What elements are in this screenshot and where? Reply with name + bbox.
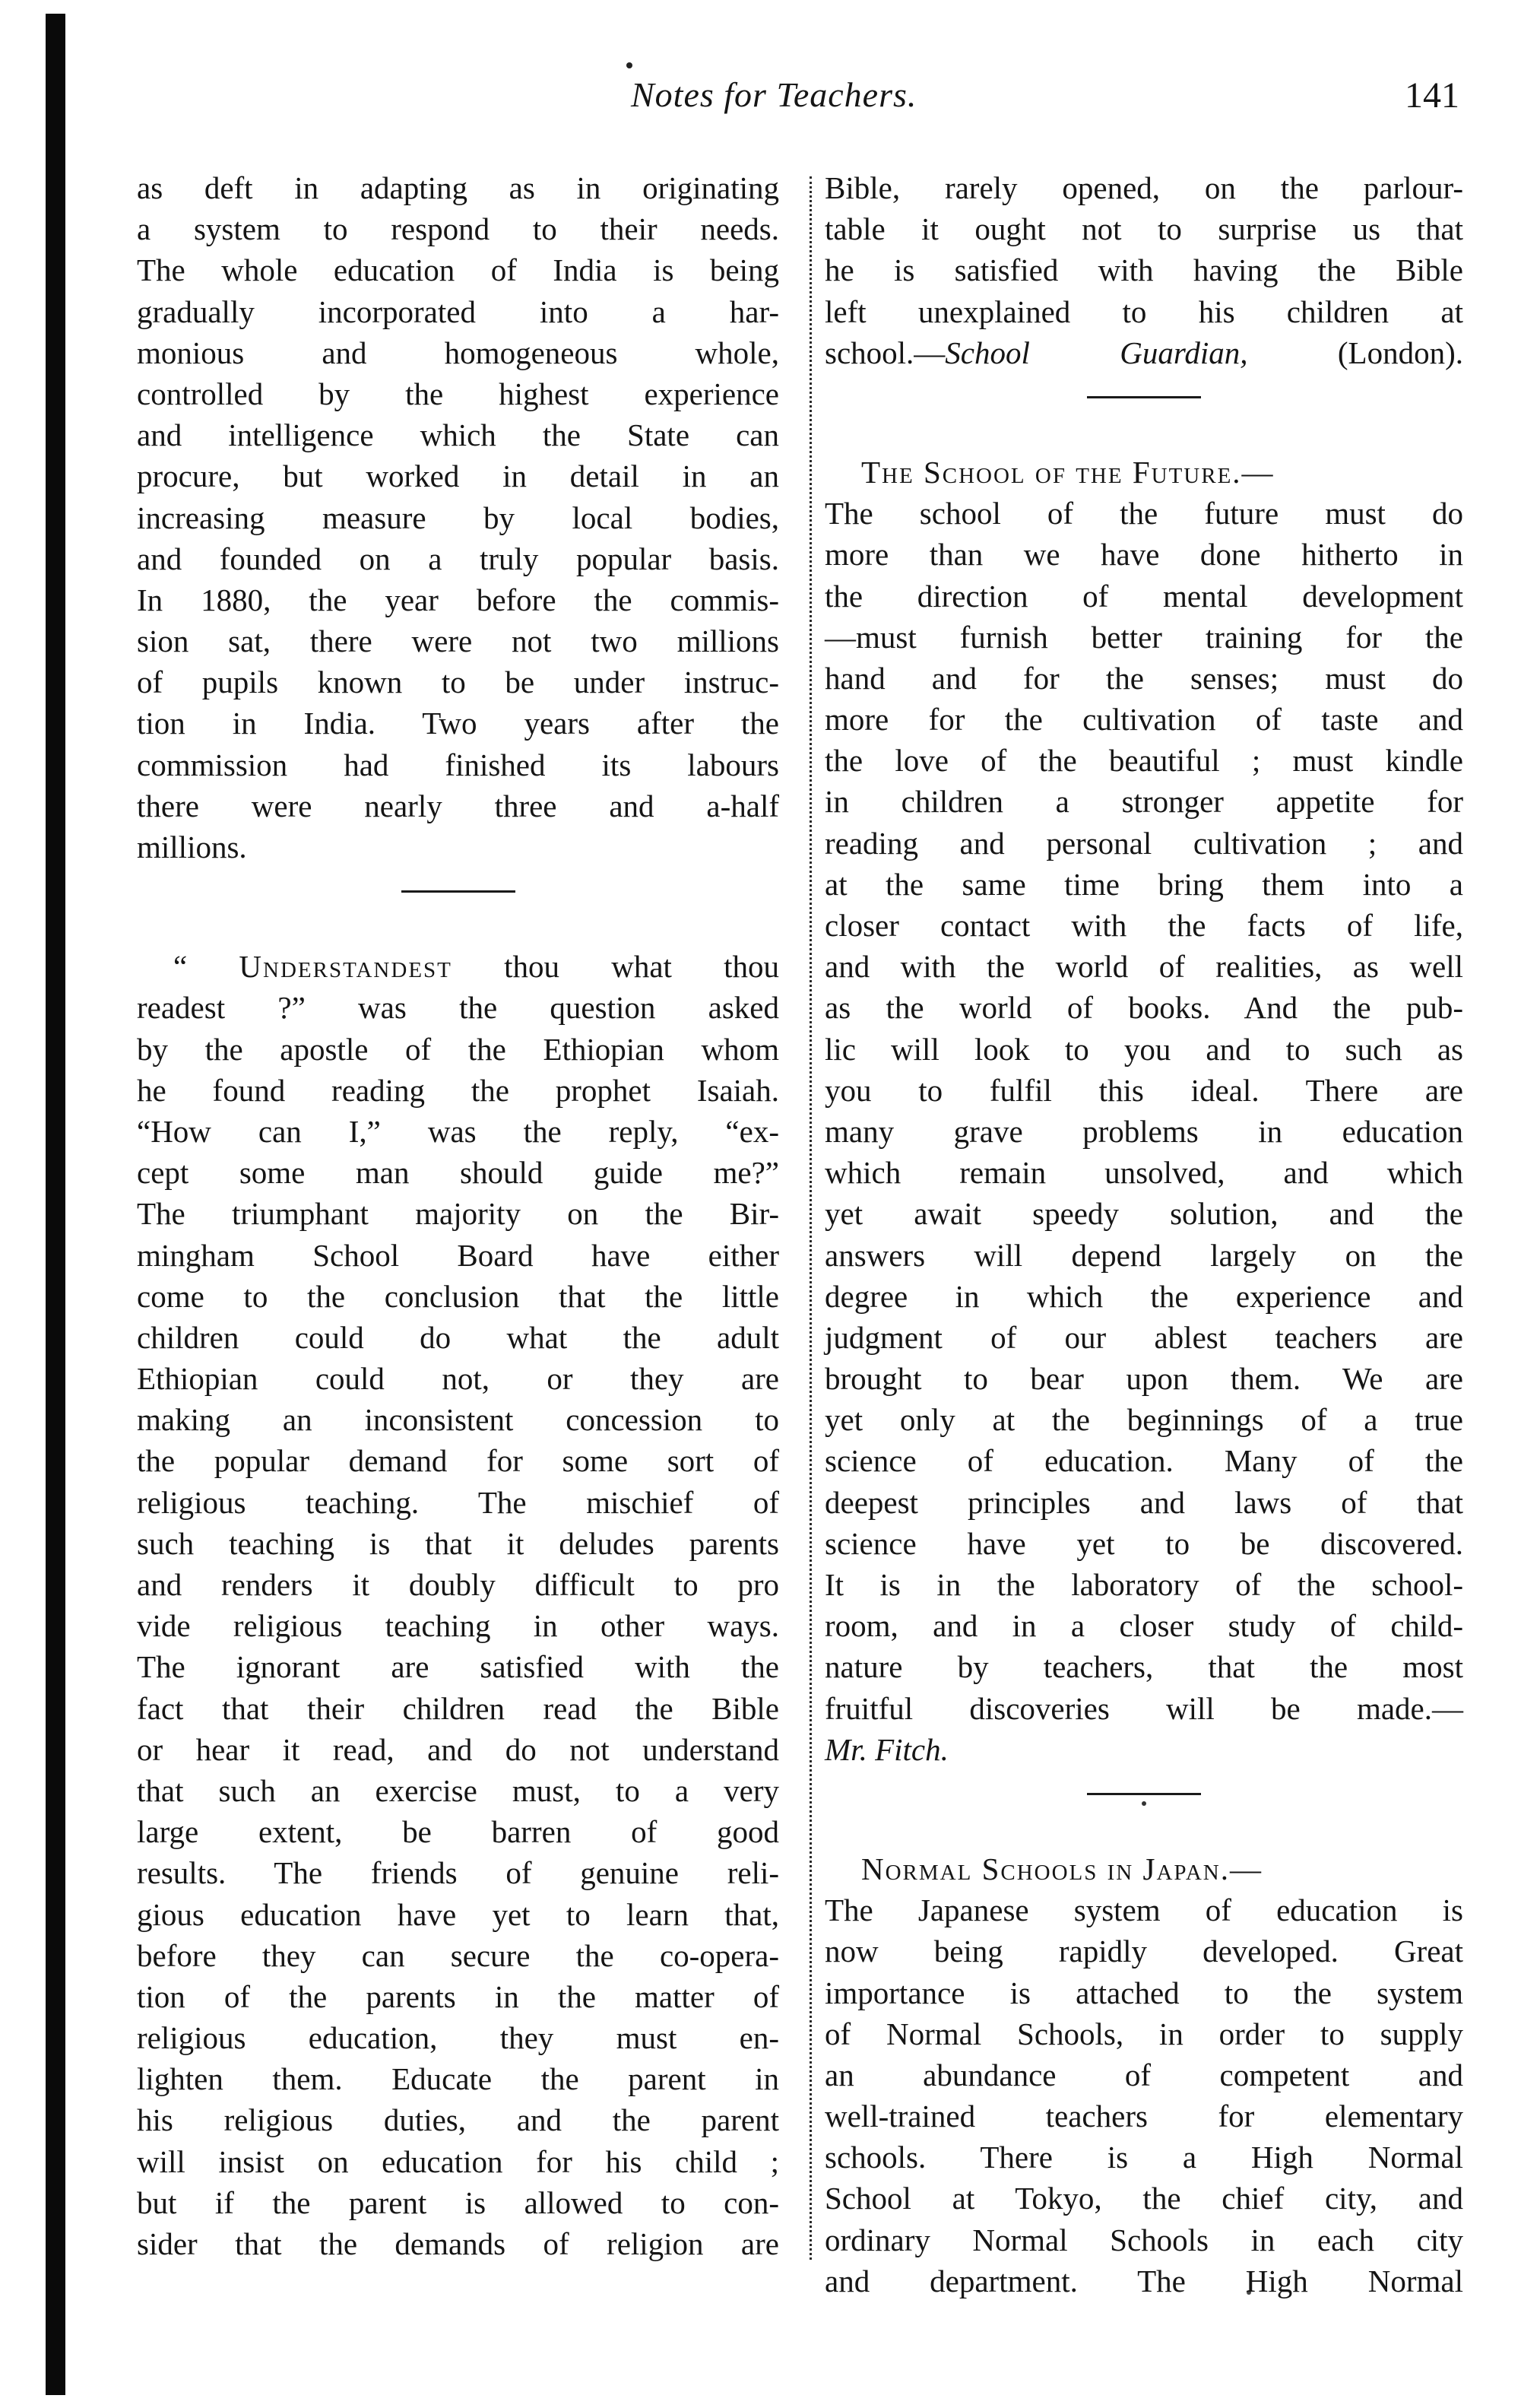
text-line: It is in the laboratory of the school- (825, 1567, 1463, 1602)
text-line: that such an exercise must, to a very (137, 1772, 779, 1808)
text-line: “How can I,” was the reply, “ex- (137, 1113, 779, 1149)
text-line: you to fulfil this ideal. There are (825, 1072, 1463, 1108)
text-line: schools. There is a High Normal (825, 2140, 1463, 2175)
text-line: table it ought not to surprise us that (825, 211, 1463, 247)
text-line: lighten them. Educate the parent in (137, 2061, 779, 2097)
text-line: sion sat, there were not two millions (137, 623, 779, 659)
section-rule (1087, 1793, 1201, 1795)
text-line: a system to respond to their needs. (137, 211, 779, 247)
text-line: gradually incorporated into a har- (137, 293, 779, 329)
text-line: judgment of our ablest teachers are (825, 1319, 1463, 1355)
text-line: an abundance of competent and (825, 2057, 1463, 2092)
section-heading: Understandest (239, 949, 452, 985)
section-rule (1087, 396, 1201, 398)
text-line: and intelligence which the State can (137, 417, 779, 453)
section-heading: The School of the Future.— (861, 454, 1275, 490)
text-line: increasing measure by local bodies, (137, 500, 779, 535)
text-line: religious education, they must en- (137, 2020, 779, 2056)
text-line: as deft in adapting as in originating (137, 170, 779, 205)
text-line: well-trained teachers for elementary (825, 2099, 1463, 2134)
text-line: ordinary Normal Schools in each city (825, 2222, 1463, 2257)
text-line: tion in India. Two years after the (137, 706, 779, 741)
text-line: making an inconsistent concession to (137, 1402, 779, 1438)
text-line: The Japanese system of education is (825, 1892, 1463, 1928)
text-line (825, 332, 1463, 373)
text-line: gious education have yet to learn that, (137, 1896, 779, 1932)
text-line: hand and for the senses; must do (825, 660, 1463, 696)
text-line: The triumphant majority on the Bir- (137, 1196, 779, 1232)
text-line: science of education. Many of the (825, 1443, 1463, 1479)
text-line: readest ?” was the question asked (137, 990, 779, 1026)
text-line: religious teaching. The mischief of (137, 1484, 779, 1520)
text-fragment: school.— (825, 335, 946, 370)
text-line: procure, but worked in detail in an (137, 458, 779, 494)
author-attribution: Mr. Fitch. (825, 1731, 949, 1767)
text-line: more for the cultivation of taste and (825, 702, 1463, 738)
paragraph-normal-schools-japan (825, 1848, 1463, 2302)
text-line: and founded on a truly popular basis. (137, 541, 779, 576)
text-line: lic will look to you and to such as (825, 1031, 1463, 1067)
text-line: before they can secure the co-opera- (137, 1937, 779, 1973)
text-line: in children a stronger appetite for (825, 784, 1463, 820)
text-line: children could do what the adult (137, 1319, 779, 1355)
text-line: his religious duties, and the parent (137, 2102, 779, 2138)
text-line: In 1880, the year before the commis- (137, 582, 779, 617)
text-line: vide religious teaching in other ways. (137, 1608, 779, 1644)
text-line: the love of the beautiful ; must kindle (825, 743, 1463, 779)
text-line: closer contact with the facts of life, (825, 908, 1463, 943)
text-line: cept some man should guide me?” (137, 1155, 779, 1191)
column-divider (810, 176, 812, 2260)
text-line: the direction of mental development (825, 578, 1463, 614)
text-line: but if the parent is allowed to con- (137, 2184, 779, 2220)
text-line: controlled by the highest experience (137, 376, 779, 411)
text-line: he found reading the prophet Isaiah. (137, 1072, 779, 1108)
text-line: results. The friends of genuine reli- (137, 1855, 779, 1891)
text-line: as the world of books. And the pub- (825, 990, 1463, 1026)
text-line: which remain unsolved, and which (825, 1155, 1463, 1191)
text-line: nature by teachers, that the most (825, 1649, 1463, 1685)
paragraph-understandest (137, 946, 779, 2264)
text-line: brought to bear upon them. We are (825, 1361, 1463, 1397)
text-line: by the apostle of the Ethiopian whom (137, 1031, 779, 1067)
text-line: fruitful discoveries will be made.— (825, 1690, 1463, 1726)
text-line: —must furnish better training for the (825, 619, 1463, 655)
paragraph-school-of-future (825, 452, 1463, 1770)
text-line (825, 452, 1463, 493)
text-line: The ignorant are satisfied with the (137, 1649, 779, 1685)
text-line: deepest principles and laws of that (825, 1484, 1463, 1520)
text-line: yet await speedy solution, and the (825, 1196, 1463, 1232)
text-line: room, and in a closer study of child- (825, 1608, 1463, 1644)
text-line: millions. (137, 830, 247, 865)
text-line: answers will depend largely on the (825, 1237, 1463, 1273)
text-line: of Normal Schools, in order to supply (825, 2016, 1463, 2051)
text-line: left unexplained to his children at (825, 293, 1463, 329)
text-line: there were nearly three and a-half (137, 788, 779, 823)
paragraph-india-education (137, 167, 779, 868)
text-line: “ Understandest thou what thou (173, 949, 780, 985)
text-line: or hear it read, and do not understand (137, 1731, 779, 1767)
text-line: and with the world of realities, as well (825, 949, 1463, 985)
ink-speck (626, 62, 632, 68)
text-line: sider that the demands of religion are (137, 2226, 779, 2261)
text-fragment: thou what thou (504, 949, 780, 985)
page-number: 141 (1405, 75, 1459, 116)
right-column (825, 167, 1463, 2302)
text-line: the popular demand for some sort of (137, 1443, 779, 1479)
left-column (137, 167, 779, 2264)
text-line: The whole education of India is being (137, 252, 779, 288)
text-line: The school of the future must do (825, 496, 1463, 531)
text-line: he is satisfied with having the Bible (825, 252, 1463, 288)
section-heading: Normal Schools in Japan.— (861, 1851, 1263, 1886)
section-rule (401, 890, 515, 893)
text-line: and department. The High Normal (825, 2263, 1463, 2299)
text-fragment: (London). (1247, 335, 1463, 370)
source-citation: School Guardian, (945, 335, 1248, 370)
text-line: will insist on education for his child ; (137, 2143, 779, 2179)
paragraph-bible-continuation (825, 167, 1463, 373)
binding-edge (46, 14, 65, 2395)
text-line: tion of the parents in the matter of (137, 1978, 779, 2014)
text-line (825, 1848, 1463, 1889)
running-title: Notes for Teachers. (631, 75, 917, 114)
ink-speck (1142, 1801, 1146, 1806)
text-line: mingham School Board have either (137, 1237, 779, 1273)
text-line: at the same time bring them into a (825, 866, 1463, 902)
text-line: yet only at the beginnings of a true (825, 1402, 1463, 1438)
text-line: more than we have done hitherto in (825, 537, 1463, 573)
text-line: and renders it doubly difficult to pro (137, 1567, 779, 1602)
text-line: large extent, be barren of good (137, 1814, 779, 1850)
text-line: many grave problems in education (825, 1113, 1463, 1149)
text-line: reading and personal cultivation ; and (825, 825, 1463, 861)
text-line: monious and homogeneous whole, (137, 335, 779, 370)
text-line: importance is attached to the system (825, 1975, 1463, 2010)
text-line: now being rapidly developed. Great (825, 1934, 1463, 1969)
text-line: Bible, rarely opened, on the parlour- (825, 170, 1463, 205)
text-line: come to the conclusion that the little (137, 1278, 779, 1314)
text-line: such teaching is that it deludes parents (137, 1525, 779, 1561)
text-line: degree in which the experience and (825, 1278, 1463, 1314)
text-line: of pupils known to be under instruc- (137, 665, 779, 700)
text-line: School at Tokyo, the chief city, and (825, 2181, 1463, 2216)
text-line: Ethiopian could not, or they are (137, 1361, 779, 1397)
text-line: science have yet to be discovered. (825, 1525, 1463, 1561)
text-line: commission had finished its labours (137, 747, 779, 782)
text-line: fact that their children read the Bible (137, 1690, 779, 1726)
